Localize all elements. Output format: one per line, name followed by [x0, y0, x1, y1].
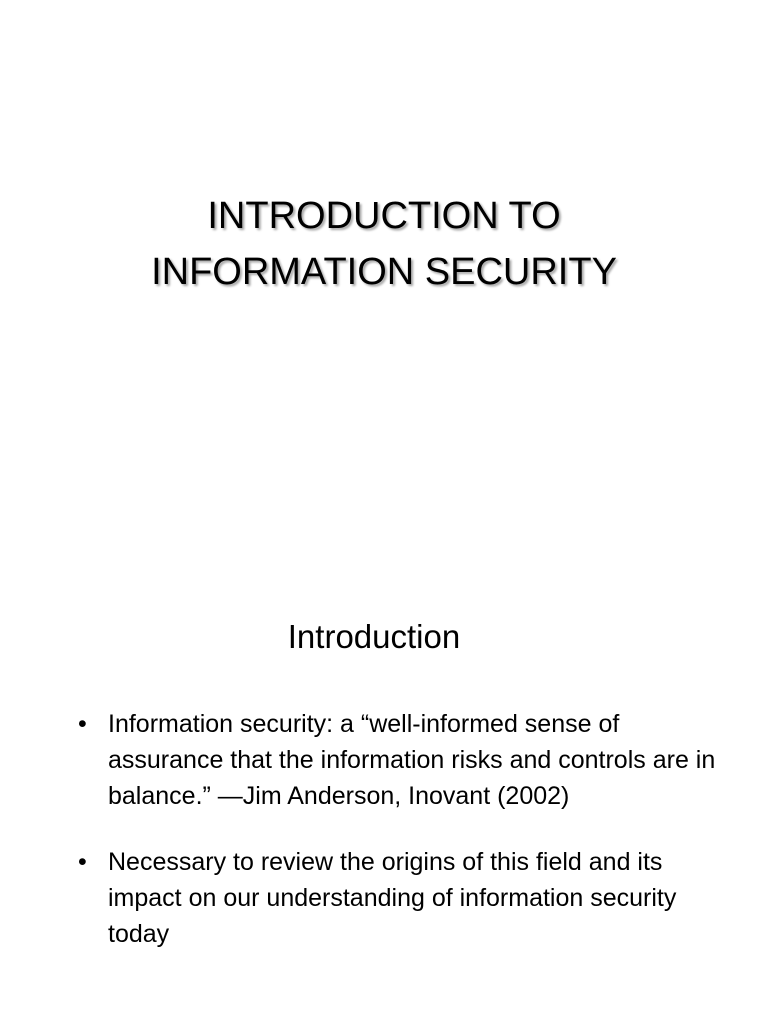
bullet-icon: • — [78, 848, 87, 876]
slide-title-line-1: INTRODUCTION TO — [207, 195, 561, 237]
bullet-icon: • — [78, 710, 87, 738]
section-heading: Introduction — [287, 618, 461, 655]
bullet-text: Information security: a “well-informed sense of assurance that the information risks and controls are in balance.” —Jim Anderson, Inovant (2002) — [108, 710, 716, 810]
list-item — [76, 844, 726, 952]
bullet-text: Necessary to review the origins of this field and its impact on our understanding of information security today — [108, 848, 677, 948]
list-item — [76, 706, 726, 814]
slide-title — [0, 188, 768, 300]
bullet-list — [76, 706, 726, 982]
slide-title-line-2: INFORMATION SECURITY — [151, 251, 617, 293]
